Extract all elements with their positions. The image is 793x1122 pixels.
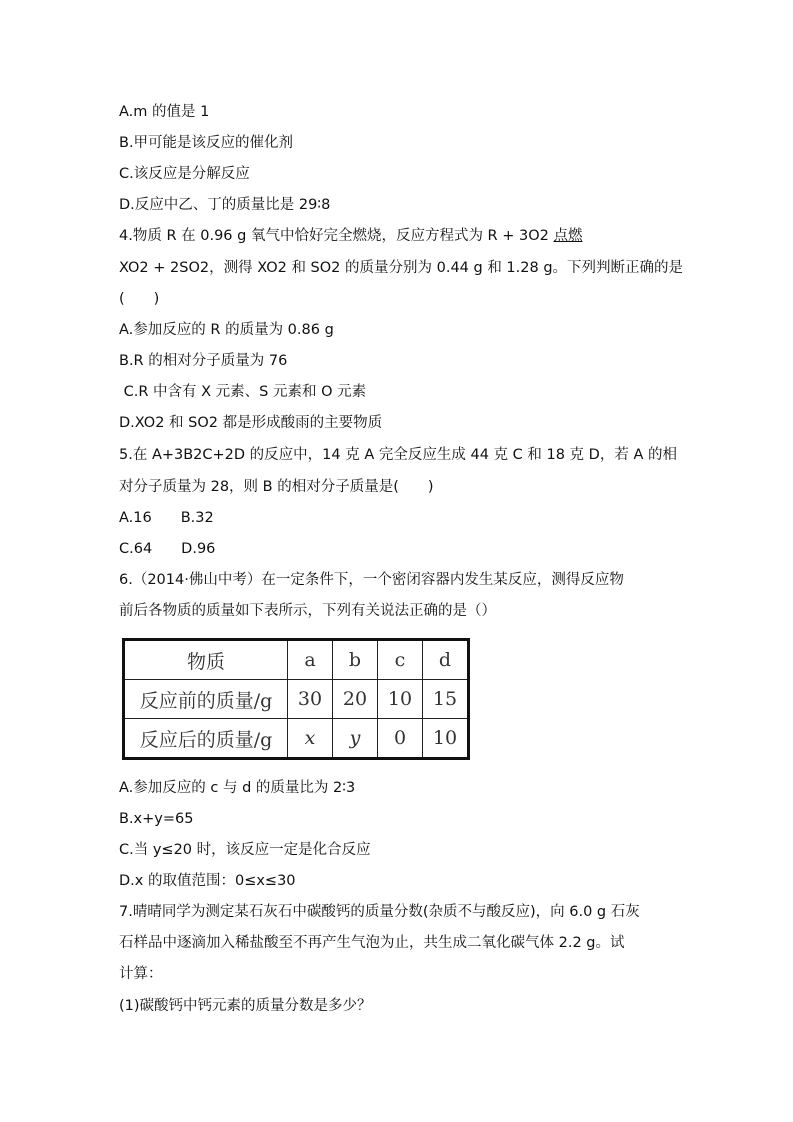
q7-line2: 石样品中逐滴加入稀盐酸至不再产生气泡为止，共生成二氧化碳气体 2.2 g。试 bbox=[119, 935, 625, 951]
table-cell: 30 bbox=[288, 680, 333, 719]
q6-option-b: B.x+y=65 bbox=[119, 811, 194, 827]
table-cell: 反应后的质量/g bbox=[124, 719, 288, 759]
q4-stem-text: 4.物质 R 在 0.96 g 氧气中恰好完全燃烧，反应方程式为 R + 3O2 bbox=[119, 228, 554, 244]
table-cell: 物质 bbox=[124, 640, 288, 680]
table-cell: 10 bbox=[423, 719, 469, 759]
table-cell: y bbox=[333, 719, 378, 759]
q4-option-a: A.参加反应的 R 的质量为 0.86 g bbox=[119, 322, 334, 338]
q4-stem-line1 bbox=[119, 226, 582, 246]
q5-options-row2: C.64 D.96 bbox=[119, 541, 216, 557]
table-row bbox=[124, 719, 469, 759]
q4-option-b: B.R 的相对分子质量为 76 bbox=[119, 353, 288, 369]
q7-line3: 计算： bbox=[119, 966, 163, 982]
table-cell: d bbox=[423, 640, 469, 680]
q3-option-a: A.m 的值是 1 bbox=[119, 104, 210, 120]
q4-stem-line2: XO2 + 2SO2，测得 XO2 和 SO2 的质量分别为 0.44 g 和 1.28 g。下列判断正确的是 bbox=[119, 260, 684, 276]
table-cell: c bbox=[378, 640, 423, 680]
table-cell: 15 bbox=[423, 680, 469, 719]
mass-table bbox=[122, 638, 470, 760]
q4-answer-bracket: ( ) bbox=[119, 291, 160, 307]
q4-option-c: C.R 中含有 X 元素、S 元素和 O 元素 bbox=[119, 384, 367, 400]
table-row bbox=[124, 680, 469, 719]
table-cell: x bbox=[288, 719, 333, 759]
table-cell: 反应前的质量/g bbox=[124, 680, 288, 719]
q6-line1: 6.（2014·佛山中考）在一定条件下，一个密闭容器内发生某反应，测得反应物 bbox=[119, 572, 624, 588]
q4-option-d: D.XO2 和 SO2 都是形成酸雨的主要物质 bbox=[119, 415, 383, 431]
q6-line2: 前后各物质的质量如下表所示，下列有关说法正确的是（） bbox=[119, 603, 496, 619]
q7-line1: 7.晴晴同学为测定某石灰石中碳酸钙的质量分数(杂质不与酸反应)，向 6.0 g 石灰 bbox=[119, 904, 640, 920]
q3-option-c: C.该反应是分解反应 bbox=[119, 166, 250, 182]
table-cell: 10 bbox=[378, 680, 423, 719]
table-header-row bbox=[124, 640, 469, 680]
q7-subquestion-1: (1)碳酸钙中钙元素的质量分数是多少？ bbox=[119, 998, 372, 1014]
table-cell: 20 bbox=[333, 680, 378, 719]
table-cell: 0 bbox=[378, 719, 423, 759]
q5-line2: 对分子质量为 28，则 B 的相对分子质量是( ) bbox=[119, 479, 434, 495]
q3-option-d: D.反应中乙、丁的质量比是 29∶8 bbox=[119, 197, 331, 213]
q6-option-d: D.x 的取值范围：0≤x≤30 bbox=[119, 873, 296, 889]
q5-options-row1: A.16 B.32 bbox=[119, 510, 214, 526]
q3-option-b: B.甲可能是该反应的催化剂 bbox=[119, 135, 294, 151]
table-cell: b bbox=[333, 640, 378, 680]
table-cell: a bbox=[288, 640, 333, 680]
q6-option-c: C.当 y≤20 时，该反应一定是化合反应 bbox=[119, 842, 371, 858]
q5-line1: 5.在 A+3B2C+2D 的反应中，14 克 A 完全反应生成 44 克 C 和 18 克 D，若 A 的相 bbox=[119, 447, 677, 463]
q6-option-a: A.参加反应的 c 与 d 的质量比为 2∶3 bbox=[119, 780, 356, 796]
reaction-condition: 点燃 bbox=[553, 228, 583, 244]
